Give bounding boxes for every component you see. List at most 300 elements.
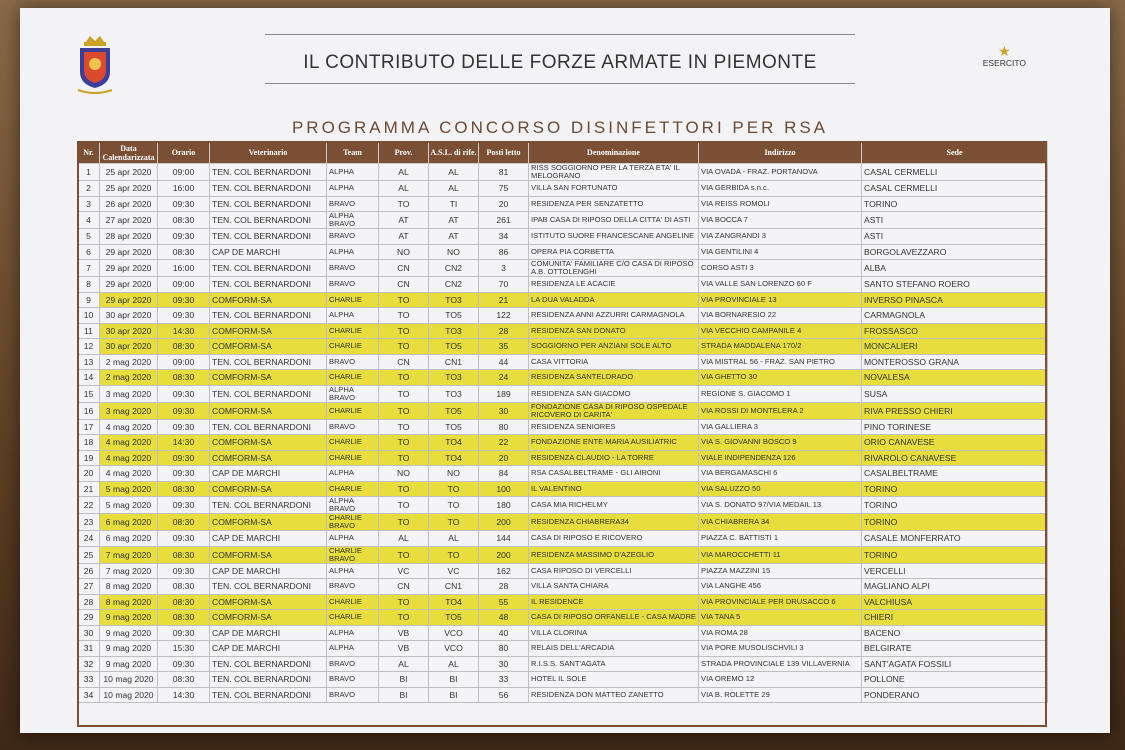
cell-orario: 09:00	[158, 277, 210, 293]
cell-vet: TEN. COL BERNARDONI	[210, 385, 327, 402]
cell-vet: COMFORM-SA	[210, 370, 327, 386]
cell-ind: VIA MAROCCHETTI 11	[699, 546, 862, 563]
cell-asl: VCO	[429, 625, 479, 641]
cell-posti: 200	[479, 546, 529, 563]
cell-nr: 5	[78, 229, 100, 245]
cell-sede: SANT'AGATA FOSSILI	[862, 656, 1048, 672]
cell-prov: AL	[379, 164, 429, 181]
cell-sede: CASALE MONFERRATO	[862, 531, 1048, 547]
cell-ind: VIA VALLE SAN LORENZO 60 F	[699, 277, 862, 293]
cell-asl: TO3	[429, 370, 479, 386]
cell-team: ALPHA BRAVO	[327, 385, 379, 402]
table-row	[78, 450, 1048, 466]
cell-prov: TO	[379, 450, 429, 466]
cell-denom: RISS SOGGIORNO PER LA TERZA ETA' IL MELOGRANO	[529, 164, 699, 181]
table-row	[78, 531, 1048, 547]
cell-orario: 08:30	[158, 672, 210, 688]
table-row	[78, 546, 1048, 563]
cell-data: 7 mag 2020	[100, 546, 158, 563]
table-row	[78, 196, 1048, 212]
cell-denom: CASA DI RIPOSO E RICOVERO	[529, 531, 699, 547]
table-row	[78, 481, 1048, 497]
cell-orario: 09:30	[158, 466, 210, 482]
cell-nr: 18	[78, 435, 100, 451]
cell-sede: NOVALESA	[862, 370, 1048, 386]
cell-vet: COMFORM-SA	[210, 514, 327, 531]
cell-sede: POLLONE	[862, 672, 1048, 688]
cell-vet: TEN. COL BERNARDONI	[210, 656, 327, 672]
cell-prov: TO	[379, 402, 429, 419]
cell-data: 5 mag 2020	[100, 497, 158, 514]
cell-vet: COMFORM-SA	[210, 292, 327, 308]
cell-asl: TO	[429, 497, 479, 514]
cell-nr: 9	[78, 292, 100, 308]
cell-data: 2 mag 2020	[100, 370, 158, 386]
cell-posti: 34	[479, 229, 529, 245]
esercito-logo	[983, 44, 1026, 68]
cell-nr: 15	[78, 385, 100, 402]
column-header: A.S.L. di rife.	[429, 142, 479, 164]
cell-team: BRAVO	[327, 687, 379, 703]
cell-team: BRAVO	[327, 419, 379, 435]
cell-orario: 09:30	[158, 531, 210, 547]
table-row	[78, 672, 1048, 688]
cell-sede: BORGOLAVEZZARO	[862, 244, 1048, 260]
cell-sede: BELGIRATE	[862, 641, 1048, 657]
cell-ind: VIA ZANGRANDI 3	[699, 229, 862, 245]
cell-orario: 09:30	[158, 563, 210, 579]
title-rule-top	[265, 34, 855, 35]
cell-ind: VIA S. GIOVANNI BOSCO 9	[699, 435, 862, 451]
cell-denom: RSA CASALBELTRAME - GLI AIRONI	[529, 466, 699, 482]
cell-ind: VIA B. ROLETTE 29	[699, 687, 862, 703]
cell-ind: VIA VECCHIO CAMPANILE 4	[699, 323, 862, 339]
cell-asl: VCO	[429, 641, 479, 657]
cell-vet: TEN. COL BERNARDONI	[210, 164, 327, 181]
cell-nr: 10	[78, 308, 100, 324]
cell-sede: ORIO CANAVESE	[862, 435, 1048, 451]
cell-asl: VC	[429, 563, 479, 579]
cell-ind: VIA CHIABRERA 34	[699, 514, 862, 531]
cell-nr: 29	[78, 610, 100, 626]
cell-denom: CASA RIPOSO DI VERCELLI	[529, 563, 699, 579]
cell-denom: FONDAZIONE ENTE MARIA AUSILIATRIC	[529, 435, 699, 451]
cell-asl: TO5	[429, 610, 479, 626]
cell-posti: 75	[479, 181, 529, 197]
cell-team: ALPHA BRAVO	[327, 212, 379, 229]
cell-ind: VIA GENTILINI 4	[699, 244, 862, 260]
cell-data: 8 mag 2020	[100, 579, 158, 595]
cell-team: BRAVO	[327, 229, 379, 245]
cell-prov: AT	[379, 229, 429, 245]
cell-ind: VIA PORE MUSOLISCHVILI 3	[699, 641, 862, 657]
cell-data: 30 apr 2020	[100, 308, 158, 324]
cell-team: ALPHA	[327, 563, 379, 579]
cell-sede: CARMAGNOLA	[862, 308, 1048, 324]
cell-data: 9 mag 2020	[100, 610, 158, 626]
cell-posti: 28	[479, 579, 529, 595]
table-row	[78, 625, 1048, 641]
cell-sede: RIVA PRESSO CHIERI	[862, 402, 1048, 419]
cell-posti: 189	[479, 385, 529, 402]
table-row	[78, 370, 1048, 386]
cell-team: ALPHA	[327, 466, 379, 482]
cell-sede: TORINO	[862, 514, 1048, 531]
cell-asl: AT	[429, 212, 479, 229]
cell-orario: 14:30	[158, 435, 210, 451]
cell-orario: 08:30	[158, 370, 210, 386]
cell-vet: CAP DE MARCHI	[210, 625, 327, 641]
cell-prov: TO	[379, 370, 429, 386]
cell-sede: MAGLIANO ALPI	[862, 579, 1048, 595]
cell-denom: IL RESIDENCE	[529, 594, 699, 610]
table-row	[78, 277, 1048, 293]
cell-nr: 20	[78, 466, 100, 482]
cell-ind: PIAZZA MAZZINI 15	[699, 563, 862, 579]
cell-prov: BI	[379, 687, 429, 703]
table-row	[78, 656, 1048, 672]
cell-orario: 09:00	[158, 164, 210, 181]
cell-asl: TO5	[429, 339, 479, 355]
cell-ind: VIA ROSSI DI MONTELERA 2	[699, 402, 862, 419]
cell-orario: 09:30	[158, 656, 210, 672]
cell-team: CHARLIE	[327, 402, 379, 419]
cell-asl: NO	[429, 466, 479, 482]
cell-posti: 28	[479, 323, 529, 339]
cell-posti: 33	[479, 672, 529, 688]
cell-team: BRAVO	[327, 672, 379, 688]
table-row	[78, 563, 1048, 579]
cell-data: 29 apr 2020	[100, 277, 158, 293]
cell-data: 3 mag 2020	[100, 385, 158, 402]
cell-denom: RESIDENZA LE ACACIE	[529, 277, 699, 293]
cell-posti: 261	[479, 212, 529, 229]
cell-data: 6 mag 2020	[100, 514, 158, 531]
cell-nr: 14	[78, 370, 100, 386]
cell-posti: 55	[479, 594, 529, 610]
cell-team: CHARLIE	[327, 481, 379, 497]
cell-data: 9 mag 2020	[100, 625, 158, 641]
cell-prov: CN	[379, 354, 429, 370]
schedule-table	[77, 141, 1048, 703]
table-row	[78, 323, 1048, 339]
cell-team: ALPHA	[327, 164, 379, 181]
cell-vet: TEN. COL BERNARDONI	[210, 419, 327, 435]
cell-nr: 12	[78, 339, 100, 355]
cell-nr: 13	[78, 354, 100, 370]
column-header: Posti letto	[479, 142, 529, 164]
cell-asl: TO3	[429, 385, 479, 402]
cell-vet: TEN. COL BERNARDONI	[210, 687, 327, 703]
column-header: Team	[327, 142, 379, 164]
cell-nr: 3	[78, 196, 100, 212]
table-row	[78, 579, 1048, 595]
cell-team: CHARLIE	[327, 450, 379, 466]
cell-orario: 08:30	[158, 594, 210, 610]
cell-nr: 32	[78, 656, 100, 672]
cell-orario: 09:30	[158, 385, 210, 402]
cell-denom: R.I.S.S. SANT'AGATA	[529, 656, 699, 672]
cell-prov: TO	[379, 419, 429, 435]
cell-data: 2 mag 2020	[100, 354, 158, 370]
cell-orario: 16:00	[158, 260, 210, 277]
cell-posti: 84	[479, 466, 529, 482]
cell-orario: 09:30	[158, 229, 210, 245]
cell-denom: CASA MIA RICHELMY	[529, 497, 699, 514]
cell-team: BRAVO	[327, 260, 379, 277]
cell-prov: TO	[379, 308, 429, 324]
cell-prov: VB	[379, 641, 429, 657]
table-row	[78, 244, 1048, 260]
cell-orario: 09:30	[158, 292, 210, 308]
cell-posti: 3	[479, 260, 529, 277]
column-header: Denominazione	[529, 142, 699, 164]
table-row	[78, 292, 1048, 308]
cell-vet: TEN. COL BERNARDONI	[210, 212, 327, 229]
cell-nr: 11	[78, 323, 100, 339]
cell-vet: TEN. COL BERNARDONI	[210, 308, 327, 324]
cell-vet: TEN. COL BERNARDONI	[210, 354, 327, 370]
cell-nr: 33	[78, 672, 100, 688]
cell-ind: VIA BOCCA 7	[699, 212, 862, 229]
cell-prov: TO	[379, 323, 429, 339]
cell-team: CHARLIE	[327, 594, 379, 610]
cell-vet: TEN. COL BERNARDONI	[210, 196, 327, 212]
cell-posti: 100	[479, 481, 529, 497]
cell-posti: 180	[479, 497, 529, 514]
cell-orario: 14:30	[158, 687, 210, 703]
cell-data: 29 apr 2020	[100, 292, 158, 308]
cell-orario: 09:30	[158, 308, 210, 324]
table-row	[78, 385, 1048, 402]
cell-sede: PONDERANO	[862, 687, 1048, 703]
cell-ind: VIA OVADA - FRAZ. PORTANOVA	[699, 164, 862, 181]
cell-vet: COMFORM-SA	[210, 450, 327, 466]
cell-denom: ISTITUTO SUORE FRANCESCANE ANGELINE	[529, 229, 699, 245]
cell-prov: BI	[379, 672, 429, 688]
cell-sede: CHIERI	[862, 610, 1048, 626]
cell-asl: CN1	[429, 579, 479, 595]
cell-ind: STRADA MADDALENA 170/2	[699, 339, 862, 355]
cell-orario: 09:30	[158, 419, 210, 435]
cell-ind: VIA MISTRAL 56 - FRAZ. SAN PIETRO	[699, 354, 862, 370]
cell-nr: 25	[78, 546, 100, 563]
cell-denom: RELAIS DELL'ARCADIA	[529, 641, 699, 657]
table-row	[78, 641, 1048, 657]
cell-ind: VIA S. DONATO 97/VIA MEDAIL 13	[699, 497, 862, 514]
cell-nr: 1	[78, 164, 100, 181]
cell-denom: IPAB CASA DI RIPOSO DELLA CITTA' DI ASTI	[529, 212, 699, 229]
cell-vet: TEN. COL BERNARDONI	[210, 672, 327, 688]
cell-asl: NO	[429, 244, 479, 260]
cell-orario: 08:30	[158, 244, 210, 260]
cell-asl: TO	[429, 481, 479, 497]
cell-nr: 8	[78, 277, 100, 293]
cell-posti: 81	[479, 164, 529, 181]
cell-data: 8 mag 2020	[100, 594, 158, 610]
cell-nr: 27	[78, 579, 100, 595]
cell-sede: CASAL CERMELLI	[862, 181, 1048, 197]
cell-data: 25 apr 2020	[100, 181, 158, 197]
cell-team: ALPHA	[327, 308, 379, 324]
cell-denom: RESIDENZA SAN DONATO	[529, 323, 699, 339]
cell-vet: COMFORM-SA	[210, 610, 327, 626]
cell-prov: TO	[379, 610, 429, 626]
cell-ind: PIAZZA C. BATTISTI 1	[699, 531, 862, 547]
cell-asl: BI	[429, 687, 479, 703]
army-crest-icon	[72, 34, 118, 96]
cell-data: 6 mag 2020	[100, 531, 158, 547]
cell-ind: VIA ROMA 28	[699, 625, 862, 641]
cell-ind: VIA PROVINCIALE 13	[699, 292, 862, 308]
cell-vet: CAP DE MARCHI	[210, 466, 327, 482]
cell-prov: TO	[379, 546, 429, 563]
cell-team: ALPHA	[327, 244, 379, 260]
table-row	[78, 260, 1048, 277]
cell-sede: TORINO	[862, 497, 1048, 514]
cell-prov: TO	[379, 497, 429, 514]
cell-team: ALPHA	[327, 531, 379, 547]
cell-vet: COMFORM-SA	[210, 323, 327, 339]
cell-data: 29 apr 2020	[100, 260, 158, 277]
star-icon: ★	[998, 43, 1011, 59]
column-header: Prov.	[379, 142, 429, 164]
cell-posti: 144	[479, 531, 529, 547]
cell-asl: TO5	[429, 419, 479, 435]
cell-posti: 30	[479, 656, 529, 672]
cell-orario: 08:30	[158, 514, 210, 531]
cell-team: ALPHA	[327, 181, 379, 197]
cell-prov: TO	[379, 292, 429, 308]
cell-denom: RESIDENZA SAN GIACOMO	[529, 385, 699, 402]
cell-vet: COMFORM-SA	[210, 546, 327, 563]
title-rule-bottom	[265, 83, 855, 84]
cell-orario: 14:30	[158, 323, 210, 339]
cell-data: 10 mag 2020	[100, 672, 158, 688]
cell-denom: RESIDENZA DON MATTEO ZANETTO	[529, 687, 699, 703]
cell-denom: COMUNITA' FAMILIARE C/O CASA DI RIPOSO A.B. OTTOLENGHI	[529, 260, 699, 277]
column-header: Data Calendarizzata	[100, 142, 158, 164]
cell-ind: VIA BORNARESIO 22	[699, 308, 862, 324]
cell-ind: VIA GALLIERA 3	[699, 419, 862, 435]
cell-data: 28 apr 2020	[100, 229, 158, 245]
cell-asl: TO	[429, 514, 479, 531]
cell-posti: 24	[479, 370, 529, 386]
column-header: Orario	[158, 142, 210, 164]
cell-denom: FONDAZIONE CASA DI RIPOSO OSPEDALE RICOVERO DI CARITA'	[529, 402, 699, 419]
cell-denom: VILLA SAN FORTUNATO	[529, 181, 699, 197]
column-header: Sede	[862, 142, 1048, 164]
cell-orario: 09:30	[158, 196, 210, 212]
cell-sede: TORINO	[862, 546, 1048, 563]
cell-ind: VIA TANA 5	[699, 610, 862, 626]
cell-ind: VIA PROVINCIALE PER DRUSACCO 6	[699, 594, 862, 610]
cell-nr: 7	[78, 260, 100, 277]
cell-vet: TEN. COL BERNARDONI	[210, 260, 327, 277]
cell-asl: CN1	[429, 354, 479, 370]
cell-posti: 30	[479, 402, 529, 419]
cell-team: BRAVO	[327, 656, 379, 672]
cell-posti: 162	[479, 563, 529, 579]
column-header: Veterinario	[210, 142, 327, 164]
table-row	[78, 229, 1048, 245]
cell-asl: TO5	[429, 402, 479, 419]
cell-posti: 56	[479, 687, 529, 703]
cell-data: 5 mag 2020	[100, 481, 158, 497]
cell-posti: 35	[479, 339, 529, 355]
cell-nr: 2	[78, 181, 100, 197]
cell-sede: CASALBELTRAME	[862, 466, 1048, 482]
cell-posti: 200	[479, 514, 529, 531]
table-row	[78, 339, 1048, 355]
cell-sede: MONTEROSSO GRANA	[862, 354, 1048, 370]
cell-ind: VIA REISS ROMOLI	[699, 196, 862, 212]
cell-orario: 16:00	[158, 181, 210, 197]
cell-vet: TEN. COL BERNARDONI	[210, 181, 327, 197]
cell-data: 30 apr 2020	[100, 339, 158, 355]
cell-posti: 48	[479, 610, 529, 626]
cell-team: BRAVO	[327, 196, 379, 212]
table-row	[78, 497, 1048, 514]
cell-sede: ASTI	[862, 229, 1048, 245]
cell-orario: 08:30	[158, 481, 210, 497]
cell-prov: AT	[379, 212, 429, 229]
table-row	[78, 308, 1048, 324]
cell-asl: TO4	[429, 435, 479, 451]
cell-prov: TO	[379, 481, 429, 497]
cell-prov: TO	[379, 514, 429, 531]
cell-asl: TO3	[429, 323, 479, 339]
table-row	[78, 181, 1048, 197]
cell-posti: 20	[479, 196, 529, 212]
cell-prov: CN	[379, 260, 429, 277]
cell-denom: VILLA SANTA CHIARA	[529, 579, 699, 595]
cell-asl: TI	[429, 196, 479, 212]
cell-denom: HOTEL IL SOLE	[529, 672, 699, 688]
cell-sede: PINO TORINESE	[862, 419, 1048, 435]
cell-asl: AL	[429, 656, 479, 672]
cell-asl: BI	[429, 672, 479, 688]
cell-orario: 08:30	[158, 339, 210, 355]
cell-sede: CASAL CERMELLI	[862, 164, 1048, 181]
cell-team: CHARLIE	[327, 370, 379, 386]
cell-nr: 26	[78, 563, 100, 579]
cell-data: 4 mag 2020	[100, 450, 158, 466]
cell-posti: 22	[479, 435, 529, 451]
cell-asl: CN2	[429, 277, 479, 293]
cell-sede: BACENO	[862, 625, 1048, 641]
column-header: Nr.	[78, 142, 100, 164]
table-row	[78, 419, 1048, 435]
cell-sede: INVERSO PINASCA	[862, 292, 1048, 308]
cell-posti: 21	[479, 292, 529, 308]
cell-vet: CAP DE MARCHI	[210, 563, 327, 579]
cell-sede: SANTO STEFANO ROERO	[862, 277, 1048, 293]
cell-asl: AL	[429, 531, 479, 547]
cell-vet: COMFORM-SA	[210, 339, 327, 355]
cell-prov: AL	[379, 531, 429, 547]
page-title: IL CONTRIBUTO DELLE FORZE ARMATE IN PIEMONTE	[303, 52, 817, 73]
cell-nr: 21	[78, 481, 100, 497]
cell-nr: 24	[78, 531, 100, 547]
cell-vet: COMFORM-SA	[210, 594, 327, 610]
cell-sede: SUSA	[862, 385, 1048, 402]
cell-orario: 08:30	[158, 212, 210, 229]
table-row	[78, 164, 1048, 181]
cell-nr: 31	[78, 641, 100, 657]
cell-ind: VIA LANGHE 456	[699, 579, 862, 595]
table-row	[78, 514, 1048, 531]
